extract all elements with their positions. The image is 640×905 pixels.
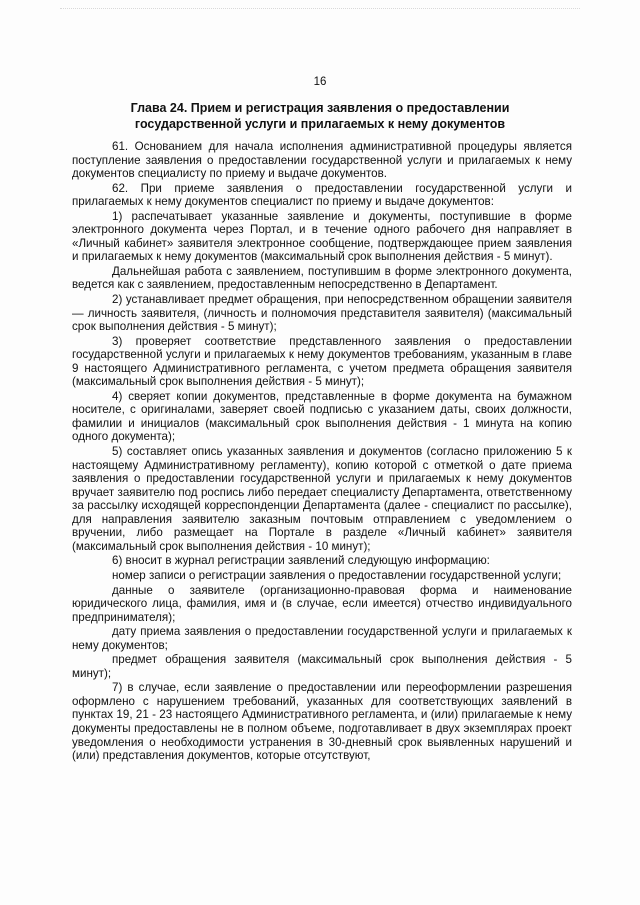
paragraph-62-item-4: 4) сверяет копии документов, представленные в форме документа на бумажном носителе, с оригиналами, заверяет своей подписью с указанием даты, своих должности, фамилии и инициалов (максимальный срок выполнения действия - 1 минута на копию одного документа); xyxy=(72,389,572,444)
journal-field-subject: предмет обращения заявителя (максимальный срок выполнения действия - 5 минут); xyxy=(72,653,572,680)
page-number: 16 xyxy=(313,76,327,88)
paragraph-62-item-1: 1) распечатывает указанные заявление и документы, поступившие в форме электронного документа через Портал, и в течение одного рабочего дня направляет в «Личный кабинет» заявителя электронное сообщение, подтверждающее прием заявления и прилагаемых к нему документов (максимальный срок выполнения действия - 5 минут). xyxy=(72,209,572,264)
paragraph-62-item-1-note: Дальнейшая работа с заявлением, поступившим в форме электронного документа, ведется как с заявлением, предоставленным непосредственно в Департамент. xyxy=(72,264,572,292)
paragraph-62-item-5: 5) составляет опись указанных заявления и документов (согласно приложению 5 к настоящему Административному регламенту), копию которой с отметкой о дате приема заявления о предоставлении государственной услуги и прилагаемых к нему документов вручает заявителю под роспись либо передает специалисту Департамента, ответственному за рассылку исходящей корреспонденции Департамента (далее - специалист по рассылке), для направления заявителю заказным почтовым отправлением с уведомлением о вручении, либо размещает на Портале в разделе «Личный кабинет» заявителя (максимальный срок выполнения действия - 10 минут); xyxy=(72,445,572,553)
chapter-title-line-1: Глава 24. Прием и регистрация заявления о предоставлении xyxy=(130,101,510,115)
journal-field-applicant-data: данные о заявителе (организационно-правовая форма и наименование юридического лица, фамилия, имя и (в случае, если имеется) отчество индивидуального предпринимателя); xyxy=(72,583,572,624)
document-body xyxy=(72,140,572,764)
paragraph-62: 62. При приеме заявления о предоставлении государственной услуги и прилагаемых к нему документов специалист по приему и выдаче документов: xyxy=(72,181,572,209)
paragraph-62-item-6: 6) вносит в журнал регистрации заявлений следующую информацию: xyxy=(112,554,490,568)
journal-field-date: дату приема заявления о предоставлении государственной услуги и прилагаемых к нему документов; xyxy=(72,625,572,652)
scan-artifact-line xyxy=(60,8,580,11)
paragraph-62-item-3: 3) проверяет соответствие представленного заявления о предоставлении государственной услуги и прилагаемых к нему документов требованиям, указанным в главе 9 настоящего Административного регламента, с учетом предмета обращения заявителя (максимальный срок выполнения действия - 5 минут); xyxy=(72,334,572,389)
paragraph-62-item-2: 2) устанавливает предмет обращения, при непосредственном обращении заявителя — личность заявителя, (личность и полномочия представителя заявителя) (максимальный срок выполнения действия - 5 минут); xyxy=(72,293,572,334)
journal-field-record-number: номер записи о регистрации заявления о предоставлении государственной услуги; xyxy=(112,568,562,582)
paragraph-61: 61. Основанием для начала исполнения административной процедуры является поступление заявления о предоставлении государственной услуги и прилагаемых к нему документов специалисту по приему и выдаче документов. xyxy=(72,140,572,181)
chapter-title-line-2: государственной услуги и прилагаемых к нему документов xyxy=(134,117,506,131)
chapter-title xyxy=(90,100,550,132)
paragraph-62-item-7: 7) в случае, если заявление о предоставлении или переоформлении разрешения оформлено с нарушением требований, указанных для соответствующих заявлений в пунктах 19, 21 - 23 настоящего Административного регламента, и (или) прилагаемые к нему документы предоставлены не в полном объеме, подготавливает в двух экземплярах проект уведомления о необходимости устранения в 30-дневный срок выявленных нарушений и (или) представления документов, которые отсутствуют, xyxy=(72,681,572,763)
